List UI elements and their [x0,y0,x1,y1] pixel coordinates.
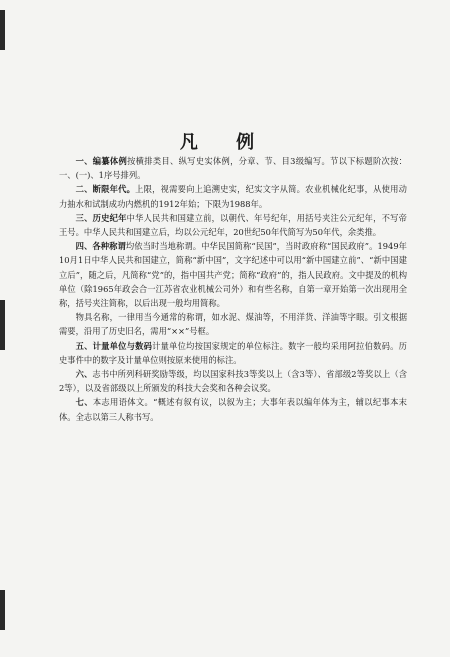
paragraph-3 [59,211,407,239]
paragraph-7 [59,367,407,395]
document-body [59,154,407,424]
paragraph-text: 志书中所列科研奖励等级，均以国家科技3等奖以上（含3等）、省部级2等奖以上（含2等），以及省部级以上所颁发的科技大会奖和各种会议奖。 [59,369,407,394]
paragraph-2 [59,182,407,210]
paragraph-lead: 二、断限年代。 [75,184,136,195]
paragraph-lead: 五、计量单位与数码 [75,340,153,351]
paragraph-text: 中华人民共和国建立前，以朝代、年号纪年，用括号夹注公元纪年，不写帝王号。中华人民共和国建立后，均以公元纪年，20世纪50年代简写为50年代，余类推。 [59,212,407,238]
paragraph-lead: 七、 [75,397,93,408]
paragraph-lead: 六、 [75,369,93,380]
paragraph-1 [59,154,407,182]
paragraph-text: 物具名称，一律用当今通常的称谓，如水泥、煤油等，不用洋货、洋油等字眼。引文根据需要，沿用了历史旧名，需用“××”号框。 [59,312,407,337]
paragraph-text: 按横排类目、纵写史实体例，分章、节、目3级编写。节以下标题阶次按：一、(一)、1序号排列。 [59,156,407,181]
paragraph-text: 均依当时当地称谓。中华民国简称“民国”，当时政府称“国民政府”。1949年10月1日中华人民共和国建立，简称“新中国”，文字纪述中可以用“新中国建立前”、“新中国建立后”，随之后，凡简称“党”的，指中国共产党；简称“政府”的，指人民政府。文中提及的机构单位（除1965年政会合一江苏省农业机械公司外）和有些名称，自第一章开始第一次出现用全称，括号夹注简称，以后出现一般均用简称。 [59,241,407,309]
paragraph-text: 本志用语体文。“概述有叙有议，以叙为主；大事年表以编年体为主，辅以纪事本末体。全志以第三人称书写。 [59,397,407,422]
paragraph-lead: 一、编纂体例 [75,156,128,166]
scan-edge-mark [0,590,5,630]
paragraph-lead: 三、历史纪年 [75,212,127,223]
scan-edge-mark [0,10,5,50]
page-title: 凡 例 [179,132,271,153]
scan-edge-mark [0,300,5,350]
paragraph-6 [59,339,407,367]
paragraph-lead: 四、各种称谓 [75,241,126,252]
paragraph-8 [59,395,407,423]
paragraph-text: 计量单位均按国家规定的单位标注。数字一般均采用阿拉伯数码。历史事件中的数字及计量单位则按原来使用的标注。 [59,340,407,365]
paragraph-5 [59,310,407,338]
paragraph-text: 上限，视需要向上追溯史实，纪实文字从简。农业机械化纪事，从使用动力抽水和试制成功内燃机的1912年始；下限为1988年。 [59,184,407,209]
paragraph-4 [59,239,407,310]
